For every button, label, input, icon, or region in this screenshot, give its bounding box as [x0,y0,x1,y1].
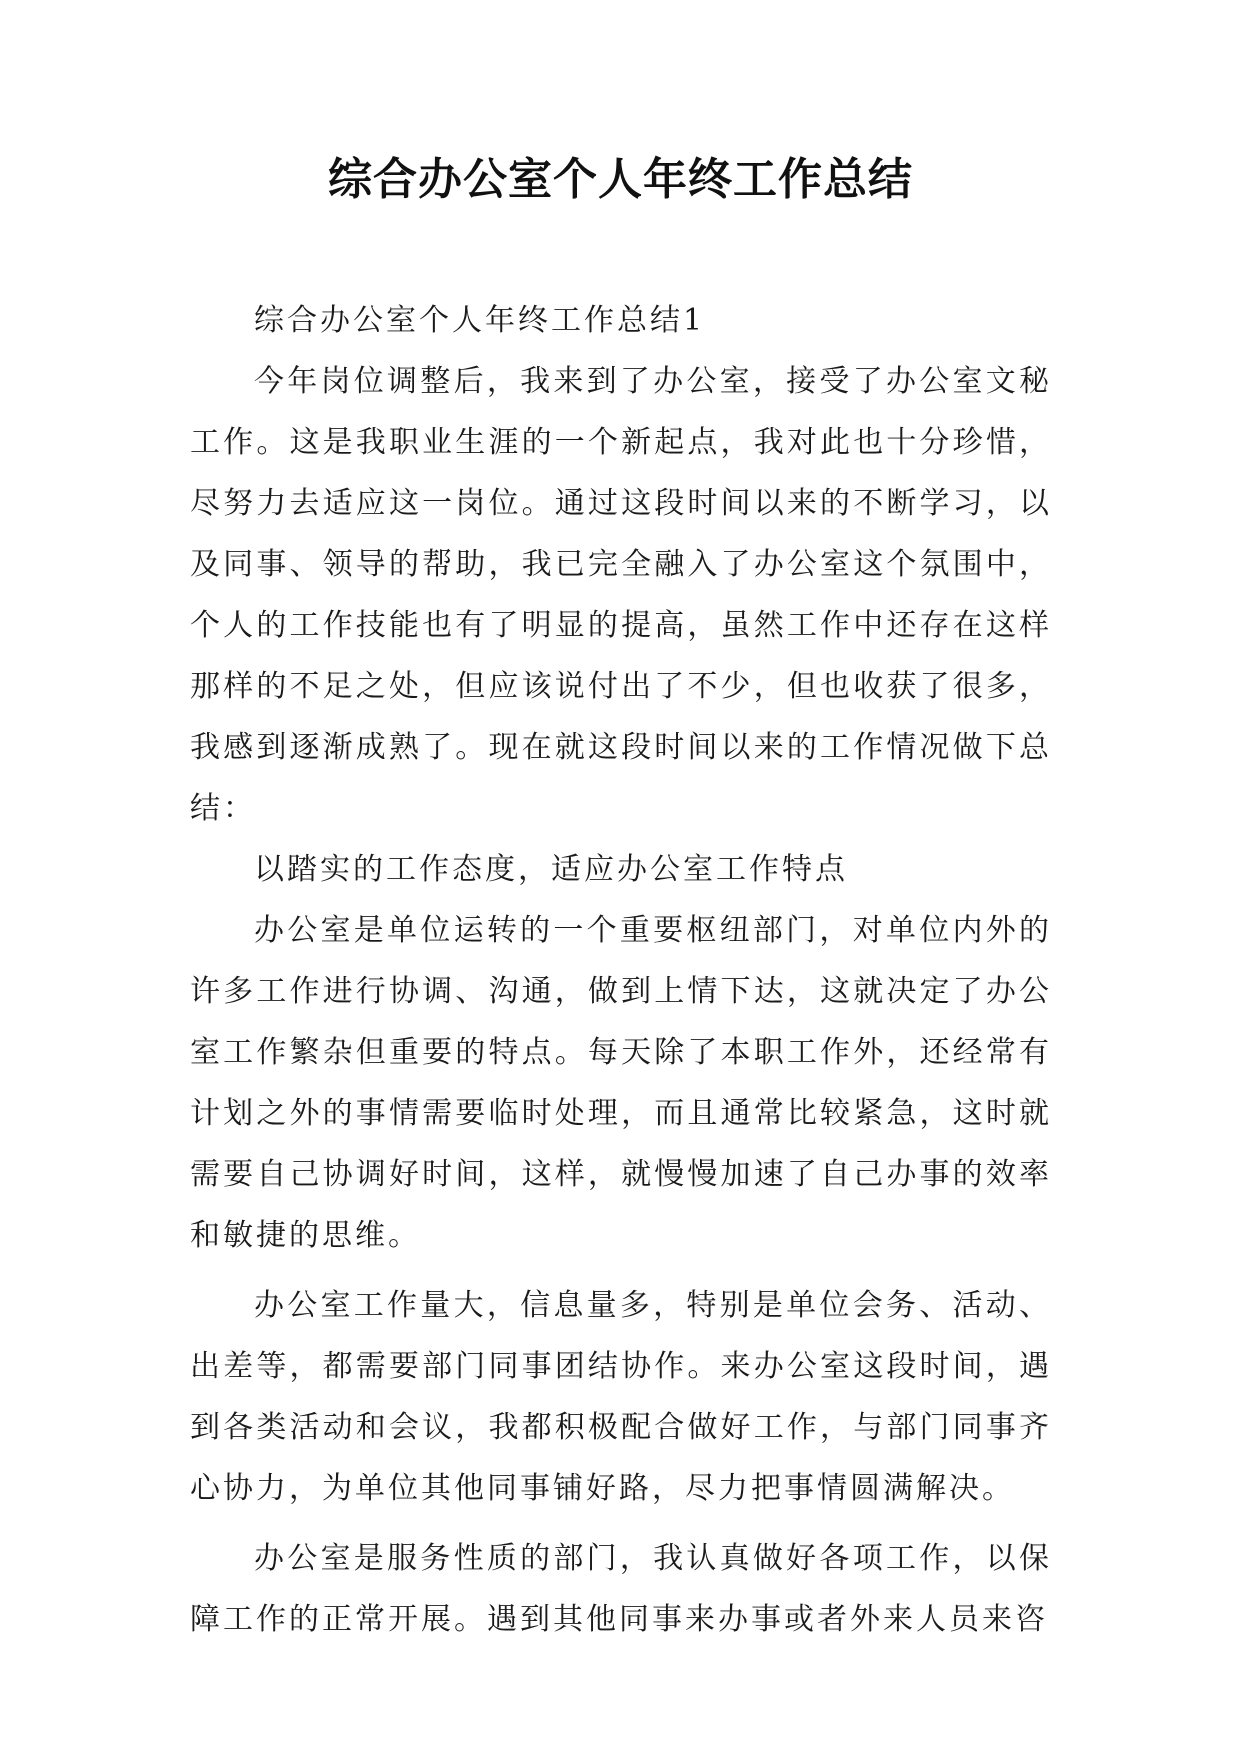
section-heading: 综合办公室个人年终工作总结1 [254,303,706,338]
document-title: 综合办公室个人年终工作总结 [328,154,913,205]
document-body [190,290,1052,1650]
body-paragraph: 办公室是单位运转的一个重要枢纽部门，对单位内外的许多工作进行协调、沟通，做到上情下达，这就决定了办公室工作繁杂但重要的特点。每天除了本职工作外，还经常有计划之外的事情需要临时处理，而且通常比较紧急，这时就需要自己协调好时间，这样，就慢慢加速了自己办事的效率和敏捷的思维。 [190,913,1052,1253]
section-subheading: 以踏实的工作态度，适应办公室工作特点 [254,852,848,887]
body-paragraph: 今年岗位调整后，我来到了办公室，接受了办公室文秘工作。这是我职业生涯的一个新起点，我对此也十分珍惜，尽努力去适应这一岗位。通过这段时间以来的不断学习，以及同事、领导的帮助，我已完全融入了办公室这个氛围中，个人的工作技能也有了明显的提高，虽然工作中还存在这样那样的不足之处，但应该说付出了不少，但也收获了很多，我感到逐渐成熟了。现在就这段时间以来的工作情况做下总结： [190,364,1052,826]
body-paragraph: 办公室是服务性质的部门，我认真做好各项工作，以保障工作的正常开展。遇到其他同事来办事或者外来人员来咨 [190,1541,1052,1637]
body-paragraph: 办公室工作量大，信息量多，特别是单位会务、活动、出差等，都需要部门同事团结协作。来办公室这段时间，遇到各类活动和会议，我都积极配合做好工作，与部门同事齐心协力，为单位其他同事铺好路，尽力把事情圆满解决。 [190,1288,1052,1506]
